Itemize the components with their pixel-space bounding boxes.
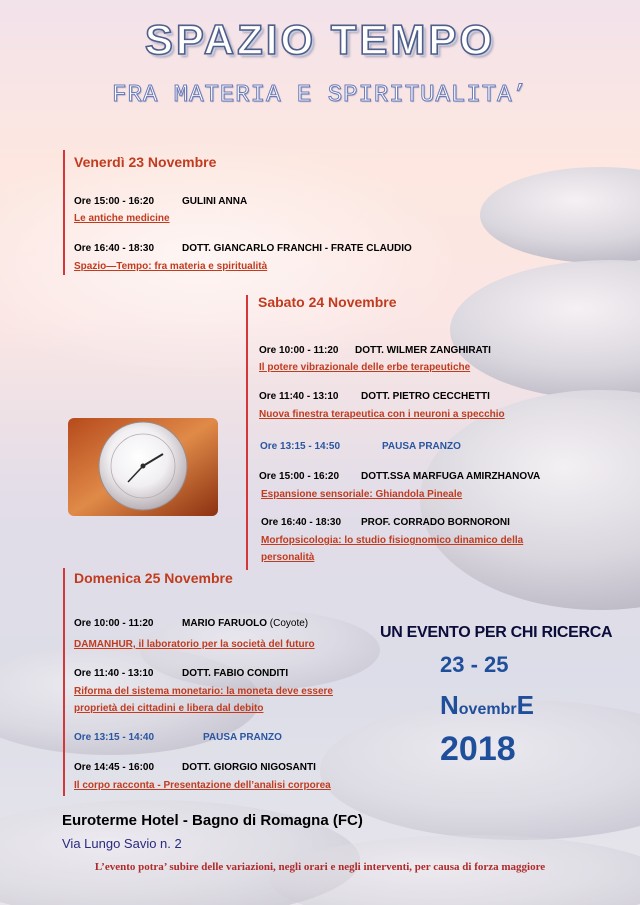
slot-speaker: DOTT. GIORGIO NIGOSANTI <box>182 762 316 773</box>
month-final: E <box>516 690 534 720</box>
pause-label: PAUSA PRANZO <box>382 441 461 452</box>
pause-label: PAUSA PRANZO <box>203 732 282 743</box>
slot-speaker: DOTT. WILMER ZANGHIRATI <box>355 345 491 356</box>
friday-topic-1: Le antiche medicine <box>74 213 170 224</box>
event-subtitle: FRA MATERIA E SPIRITUALITA’ <box>112 82 528 109</box>
saturday-topic-3: Espansione sensoriale: Ghiandola Pineale <box>261 489 463 500</box>
sunday-slot-2 <box>74 668 288 679</box>
sunday-rule <box>63 568 65 796</box>
saturday-topic-2: Nuova finestra terapeutica con i neuroni a specchio <box>259 409 505 420</box>
slot-speaker: PROF. CORRADO BORNORONI <box>361 517 510 528</box>
clock-orb-image <box>68 418 218 516</box>
month-initial: N <box>440 690 459 720</box>
sunday-topic-2-line-1: Riforma del sistema monetario: la moneta deve essere <box>74 686 333 697</box>
saturday-heading: Sabato 24 Novembre <box>258 294 397 310</box>
slot-time: Ore 11:40 - 13:10 <box>259 391 339 402</box>
sunday-slot-1 <box>74 618 308 629</box>
pause-time: Ore 13:15 - 14:40 <box>74 732 155 743</box>
friday-slot-2 <box>74 243 412 254</box>
slot-speaker: DOTT. GIANCARLO FRANCHI - FRATE CLAUDIO <box>182 243 412 254</box>
sunday-topic-3: Il corpo racconta - Presentazione dell’analisi corporea <box>74 780 331 791</box>
disclaimer-note: L’evento potra’ subire delle variazioni, negli orari e negli interventi, per causa di forza maggiore <box>94 861 546 873</box>
saturday-topic-4-line-1: Morfopsicologia: lo studio fisiognomico dinamico della <box>261 535 524 546</box>
saturday-topic-4-line-2: personalità <box>261 552 315 563</box>
venue-name: Euroterme Hotel - Bagno di Romagna (FC) <box>62 812 363 829</box>
sunday-topic-2-line-2: proprietà dei cittadini e libera dal debito <box>74 703 264 714</box>
slot-time: Ore 10:00 - 11:20 <box>74 618 154 629</box>
friday-rule <box>63 150 65 275</box>
friday-heading: Venerdì 23 Novembre <box>74 154 217 170</box>
slot-time: Ore 10:00 - 11:20 <box>259 345 339 356</box>
saturday-slot-3 <box>259 471 540 482</box>
promo-dates: 23 - 25 <box>440 652 509 677</box>
saturday-topic-1: Il potere vibrazionale delle erbe terapeutiche <box>259 362 471 373</box>
saturday-slot-1 <box>259 345 491 356</box>
slot-speaker: GULINI ANNA <box>182 196 248 207</box>
slot-time: Ore 15:00 - 16:20 <box>74 196 155 207</box>
promo-tagline: UN EVENTO PER CHI RICERCA <box>380 624 613 641</box>
slot-time: Ore 15:00 - 16:20 <box>259 471 340 482</box>
promo-month <box>440 690 534 721</box>
friday-slot-1 <box>74 196 247 207</box>
friday-topic-2: Spazio—Tempo: fra materia e spiritualità <box>74 261 268 272</box>
saturday-slot-2 <box>259 391 490 402</box>
slot-speaker: DOTT.SSA MARFUGA AMIRZHANOVA <box>361 471 541 482</box>
pause-time: Ore 13:15 - 14:50 <box>260 441 341 452</box>
sunday-lunch-break <box>74 732 282 743</box>
event-title: SPAZIO TEMPO <box>144 16 496 63</box>
sunday-topic-1: DAMANHUR, il laboratorio per la società del futuro <box>74 639 315 650</box>
slot-speaker: DOTT. PIETRO CECCHETTI <box>361 391 490 402</box>
saturday-rule <box>246 295 248 570</box>
slot-speaker-note: (Coyote) <box>269 618 309 629</box>
sunday-heading: Domenica 25 Novembre <box>74 570 233 586</box>
venue-address: Via Lungo Savio n. 2 <box>62 836 182 851</box>
slot-time: Ore 16:40 - 18:30 <box>261 517 342 528</box>
saturday-slot-4 <box>261 517 510 528</box>
promo-year: 2018 <box>440 730 516 768</box>
month-middle: ovembr <box>458 701 517 718</box>
slot-speaker: MARIO FARUOLO <box>182 618 267 629</box>
slot-time: Ore 16:40 - 18:30 <box>74 243 155 254</box>
slot-time: Ore 11:40 - 13:10 <box>74 668 154 679</box>
slot-speaker: DOTT. FABIO CONDITI <box>182 668 289 679</box>
slot-time: Ore 14:45 - 16:00 <box>74 762 155 773</box>
sunday-slot-3 <box>74 762 316 773</box>
saturday-lunch-break <box>260 441 461 452</box>
